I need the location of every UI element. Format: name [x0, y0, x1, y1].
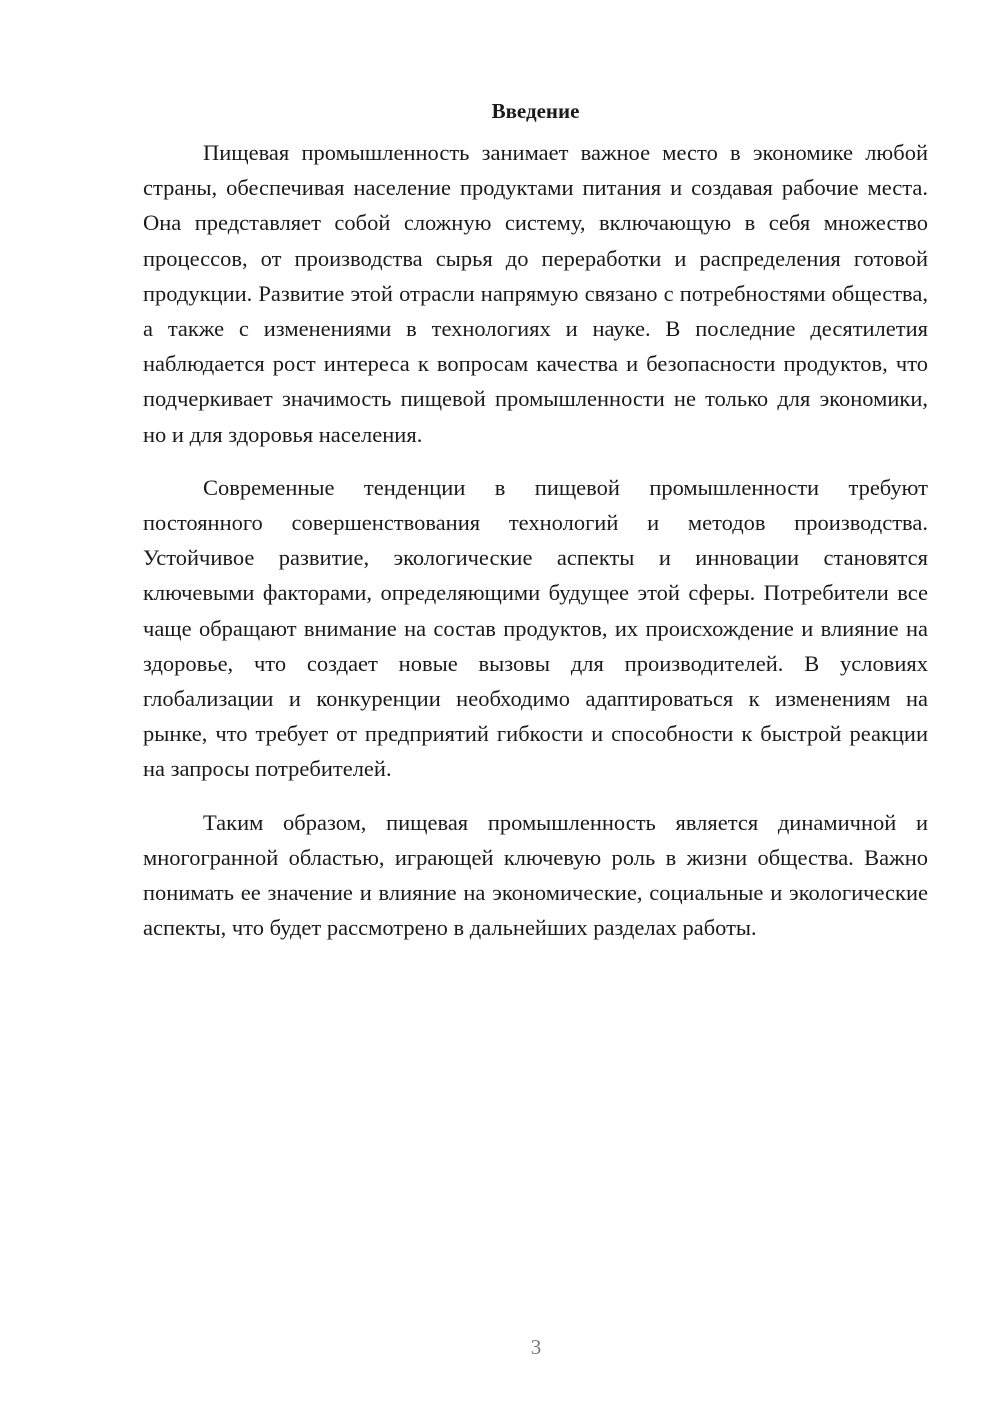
paragraph-1: Пищевая промышленность занимает важное место в экономике любой страны, обеспечивая население продуктами питания и создавая рабочие места. Она представляет собой сложную систему, включающую в себя множество процессов, от производства сырья до переработки и распределения готовой продукции. Развитие этой отрасли напрямую связано с потребностями общества, а также с изменениями в технологиях и науке. В последние десятилетия наблюдается рост интереса к вопросам качества и безопасности продуктов, что подчеркивает значимость пищевой промышленности не только для экономики, но и для здоровья населения.: [143, 140, 928, 447]
paragraph-3: Таким образом, пищевая промышленность является динамичной и многогранной областью, играющей ключевую роль в жизни общества. Важно понимать ее значение и влияние на экономические, социальные и экологические аспекты, что будет рассмотрено в дальнейших разделах работы.: [143, 809, 928, 941]
page-number: 3: [530, 1335, 542, 1359]
paragraph-2: Современные тенденции в пищевой промышленности требуют постоянного совершенствования технологий и методов производства. Устойчивое развитие, экологические аспекты и инновации становятся ключевыми факторами, определяющими будущее этой сферы. Потребители все чаще обращают внимание на состав продуктов, их происхождение и влияние на здоровье, что создает новые вызовы для производителей. В условиях глобализации и конкуренции необходимо адаптироваться к изменениям на рынке, что требует от предприятий гибкости и способности к быстрой реакции на запросы потребителей.: [143, 474, 928, 782]
section-title: Введение: [491, 99, 580, 123]
page-content: [143, 96, 928, 963]
